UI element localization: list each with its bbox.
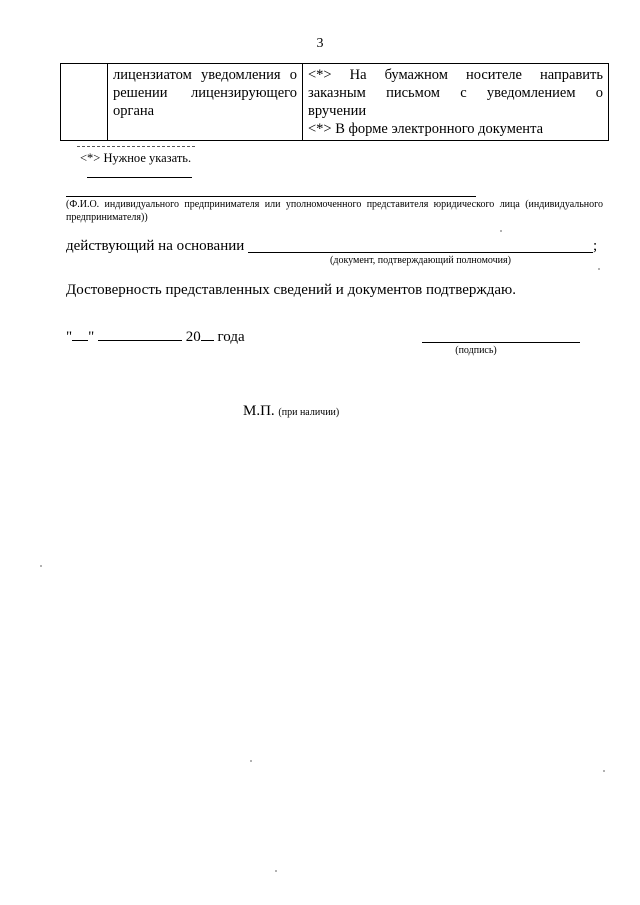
cell-line: <*> На бумажном носителе направить [308,67,603,83]
cell-line: лицензиатом уведомления о [113,67,297,83]
table-cell-delivery-method [303,64,609,141]
cell-line: <*> В форме электронного документа [308,121,544,137]
basis-caption: (документ, подтверждающий полномочия) [330,255,511,266]
cell-line: вручении [308,103,367,119]
table-cell-notification [108,64,303,141]
scan-speck [598,268,600,270]
basis-end: ; [593,238,598,254]
form-table [60,63,609,141]
fio-line [66,196,476,197]
page-number: 3 [316,36,324,51]
date-year-suffix: года [217,329,245,345]
date-field [66,327,245,346]
basis-label: действующий на основании [66,238,245,254]
scan-speck [500,230,502,232]
scan-speck [40,565,42,567]
cell-line: органа [113,103,155,119]
table-row [61,64,609,141]
scan-speck [275,870,277,872]
confirmation-text: Достоверность представленных сведений и документов подтверждаю. [66,282,516,298]
date-day-blank [72,327,88,341]
date-month-blank [98,327,182,341]
scan-speck [250,760,252,762]
table-cell-empty [61,64,108,141]
stamp-label [243,403,339,420]
stamp-mark: М.П. [243,403,275,419]
stamp-note: (при наличии) [278,407,340,418]
signature-line [422,342,580,343]
basis-line [248,252,593,253]
date-quote-open: " [66,329,73,345]
date-quote-close: " [88,329,95,345]
footnote-text: <*> Нужное указать. [80,151,192,165]
cell-line: решении лицензирующего [113,85,297,101]
blank-line [87,177,192,178]
cell-line: заказным письмом с уведомлением о [308,85,603,101]
scan-speck [603,770,605,772]
footnote-separator [77,146,195,147]
date-year-prefix: 20 [185,329,201,345]
date-year-blank [201,327,214,341]
signature-caption: (подпись) [455,345,497,356]
fio-caption: (Ф.И.О. индивидуального предпринимателя или уполномоченного представителя юридического лица (индивидуального предпринимателя)) [66,199,603,223]
